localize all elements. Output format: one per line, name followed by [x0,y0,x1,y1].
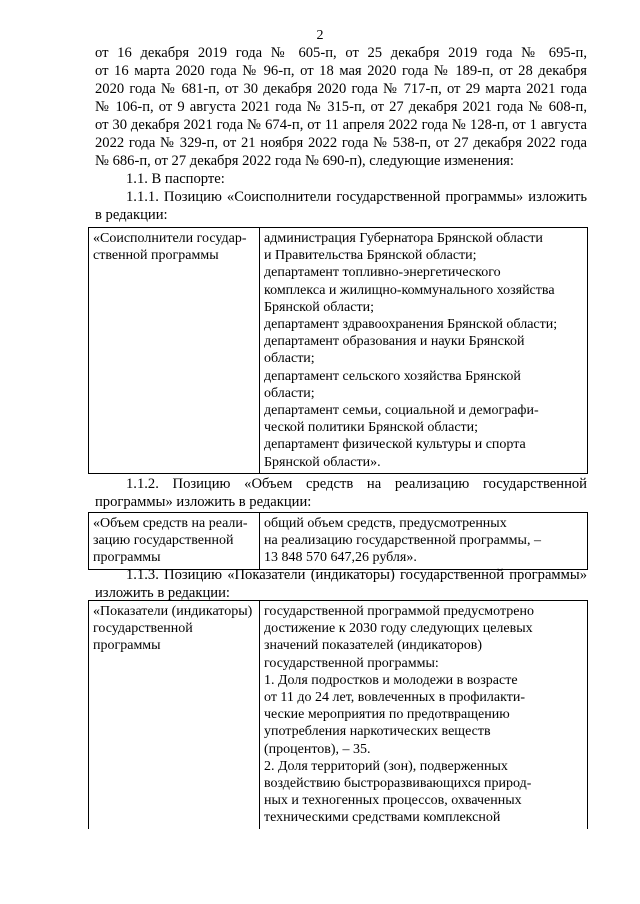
cell-line: «Показатели (индикаторы) [93,604,253,619]
cell-line: ческой политики Брянской области; [264,420,479,436]
cell-line: департамент сельского хозяйства Брянской [264,368,521,384]
cell-line: (процентов), – 35. [264,741,371,757]
item-1-1-2-text: программы» изложить в редакции: [95,494,312,510]
cell-line: администрация Губернатора Брянской области [264,231,543,246]
cell-line: комплекса и жилищно-коммунального хозяйства [264,282,555,298]
cell-line: ственной программы [93,248,219,264]
intro-line: № 686-п, от 27 декабря 2022 года № 690-п), следующие изменения: [95,153,514,169]
cell-line: государственной [93,621,193,637]
intro-line: от 30 декабря 2021 года № 674-п, от 11 апреля 2022 года № 128-п, от 1 августа [95,117,587,133]
item-1-1-1-text: 1.1.1. Позицию «Соисполнители государственной программы» изложить [126,189,587,205]
cell-line: 2. Доля территорий (зон), подверженных [264,758,508,774]
cell-line: «Объем средств на реали- [93,516,248,531]
cell-line: на реализацию государственной программы, – [264,533,541,549]
cell-line: государственной программой предусмотрено [264,604,534,619]
cell-line: департамент образования и науки Брянской [264,334,525,350]
cell-line: достижение к 2030 году следующих целевых [264,621,533,637]
item-1-1-3-text: изложить в редакции: [95,585,230,601]
cell-line: Брянской области; [264,299,374,315]
intro-line: 2020 года № 681-п, от 30 декабря 2020 года № 717-п, от 29 марта 2021 года [95,81,587,97]
cell-line: департамент физической культуры и спорта [264,437,526,453]
cell-line: общий объем средств, предусмотренных [264,516,507,531]
item-1-1-2-text: 1.1.2. Позицию «Объем средств на реализацию государственной [126,476,587,492]
page-number: 2 [316,28,324,43]
cell-line: области; [264,385,315,401]
indicators-table [88,600,588,829]
intro-line: 2022 года № 329-п, от 21 ноября 2022 года № 538-п, от 27 декабря 2022 года [95,135,587,151]
item-1-1-3-text: 1.1.3. Позицию «Показатели (индикаторы) государственной программы» [126,567,587,583]
cell-line: области; [264,351,315,367]
cell-line: программы [93,638,161,654]
item-1-1-heading: 1.1. В паспорте: [126,171,225,187]
cell-line: департамент топливно-энергетического [264,265,501,281]
cell-line: 13 848 570 647,26 рубля». [264,550,417,566]
coexecutors-table [88,227,588,474]
coexecutors-value-cell [260,228,588,474]
coexecutors-label-cell [89,228,260,474]
cell-line: от 11 до 24 лет, вовлеченных в профилакти- [264,690,525,706]
cell-line: департамент здравоохранения Брянской области; [264,317,558,333]
cell-line: программы [93,550,161,566]
intro-line: от 16 марта 2020 года № 96-п, от 18 мая 2020 года № 189-п, от 28 декабря [95,63,587,79]
cell-line: и Правительства Брянской области; [264,248,477,264]
item-1-1-1-text: в редакции: [95,207,168,223]
cell-line: зацию государственной [93,533,234,549]
cell-line: Брянской области». [264,454,381,470]
cell-line: значений показателей (индикаторов) [264,638,483,654]
intro-line: № 106-п, от 9 августа 2021 года № 315-п, от 27 декабря 2021 года № 608-п, [95,99,587,115]
funding-value-cell [260,513,588,570]
cell-line: ческие мероприятия по предотвращению [264,707,510,723]
cell-line: департамент семьи, социальной и демографи- [264,403,539,419]
funding-label-cell [89,513,260,570]
cell-line: воздействию быстроразвивающихся природ- [264,776,532,792]
indicators-value-cell [260,601,588,829]
cell-line: ных и техногенных процессов, охваченных [264,793,522,809]
indicators-label-cell [89,601,260,829]
cell-line: техническими средствами комплексной [264,810,501,826]
cell-line: государственной программы: [264,655,439,671]
funding-table [88,512,588,570]
cell-line: «Соисполнители государ- [93,231,247,246]
cell-line: употребления наркотических веществ [264,724,491,740]
cell-line: 1. Доля подростков и молодежи в возрасте [264,672,518,688]
intro-line: от 16 декабря 2019 года № 605-п, от 25 декабря 2019 года № 695-п, [95,45,587,61]
